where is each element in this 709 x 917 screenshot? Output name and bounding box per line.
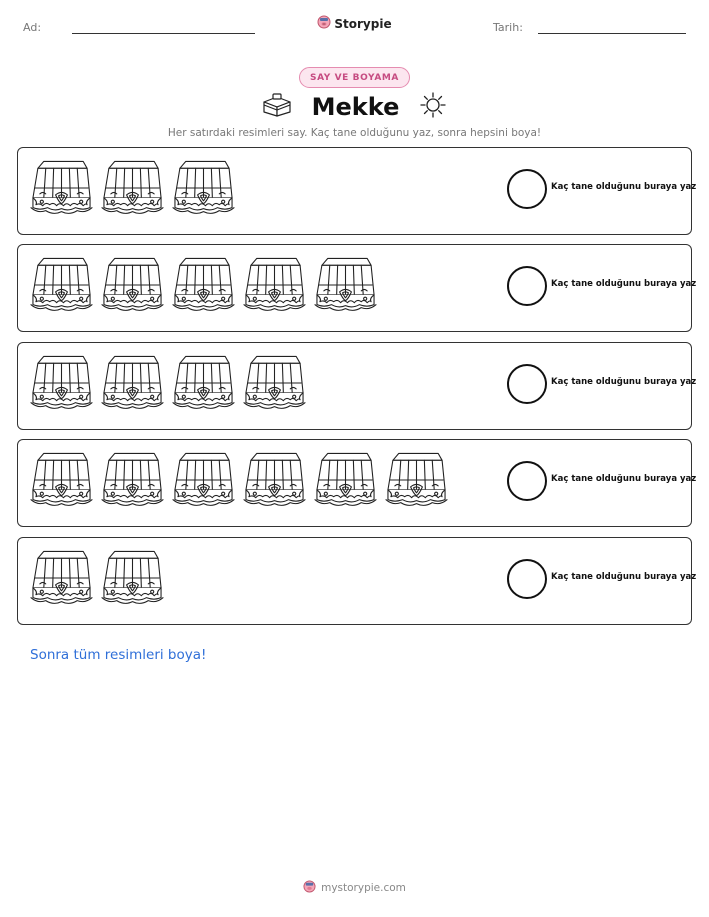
- date-field-line[interactable]: [538, 33, 686, 34]
- answer-prompt: Kaç tane olduğunu buraya yaz: [551, 279, 697, 289]
- answer-prompt: Kaç tane olduğunu buraya yaz: [551, 182, 697, 192]
- draped-table-kaaba-icon: [243, 353, 306, 411]
- answer-circle[interactable]: [507, 364, 547, 404]
- counting-row: [17, 342, 697, 430]
- brand-name: Storypie: [334, 16, 392, 31]
- answer-circle[interactable]: [507, 169, 547, 209]
- picture-group: [30, 158, 235, 216]
- draped-table-kaaba-icon: [30, 255, 93, 313]
- draped-table-kaaba-icon: [30, 450, 93, 508]
- brand-logo: [0, 14, 709, 33]
- answer-circle[interactable]: [507, 266, 547, 306]
- instructions: Her satırdaki resimleri say. Kaç tane olduğunu yaz, sonra hepsini boya!: [167, 127, 542, 139]
- answer-prompt: Kaç tane olduğunu buraya yaz: [551, 377, 697, 387]
- draped-table-kaaba-icon: [172, 158, 235, 216]
- name-label: Ad:: [23, 21, 42, 34]
- counting-row: [17, 439, 697, 527]
- answer-prompt: Kaç tane olduğunu buraya yaz: [551, 572, 697, 582]
- activity-badge: SAY VE BOYAMA: [299, 67, 410, 88]
- draped-table-kaaba-icon: [101, 158, 164, 216]
- counting-row: [17, 147, 697, 235]
- draped-table-kaaba-icon: [30, 158, 93, 216]
- draped-table-kaaba-icon: [101, 548, 164, 606]
- coloring-note: Sonra tüm resimleri boya!: [30, 647, 207, 663]
- draped-table-kaaba-icon: [314, 255, 377, 313]
- picture-group: [30, 353, 306, 411]
- name-field-line[interactable]: [72, 33, 255, 34]
- answer-prompt: Kaç tane olduğunu buraya yaz: [551, 474, 697, 484]
- draped-table-kaaba-icon: [172, 255, 235, 313]
- date-label: Tarih:: [493, 21, 523, 34]
- counting-row: [17, 244, 697, 332]
- draped-table-kaaba-icon: [243, 450, 306, 508]
- answer-circle[interactable]: [507, 461, 547, 501]
- draped-table-kaaba-icon: [30, 353, 93, 411]
- site-url: mystorypie.com: [321, 882, 406, 894]
- pig-mascot-icon: [317, 14, 331, 33]
- site-footer: [0, 880, 709, 896]
- sun-icon: [419, 91, 447, 123]
- draped-table-kaaba-icon: [385, 450, 448, 508]
- counting-row: [17, 537, 697, 625]
- answer-circle[interactable]: [507, 559, 547, 599]
- draped-table-kaaba-icon: [172, 450, 235, 508]
- draped-table-kaaba-icon: [30, 548, 93, 606]
- draped-table-kaaba-icon: [243, 255, 306, 313]
- picture-group: [30, 450, 448, 508]
- draped-table-kaaba-icon: [314, 450, 377, 508]
- pig-mascot-icon: [303, 880, 316, 896]
- draped-table-kaaba-icon: [172, 353, 235, 411]
- draped-table-kaaba-icon: [101, 353, 164, 411]
- picture-group: [30, 255, 377, 313]
- picture-group: [30, 548, 164, 606]
- title-row: [0, 90, 709, 124]
- kaaba-icon: [262, 93, 292, 121]
- page-title: Mekke: [311, 93, 400, 121]
- draped-table-kaaba-icon: [101, 255, 164, 313]
- draped-table-kaaba-icon: [101, 450, 164, 508]
